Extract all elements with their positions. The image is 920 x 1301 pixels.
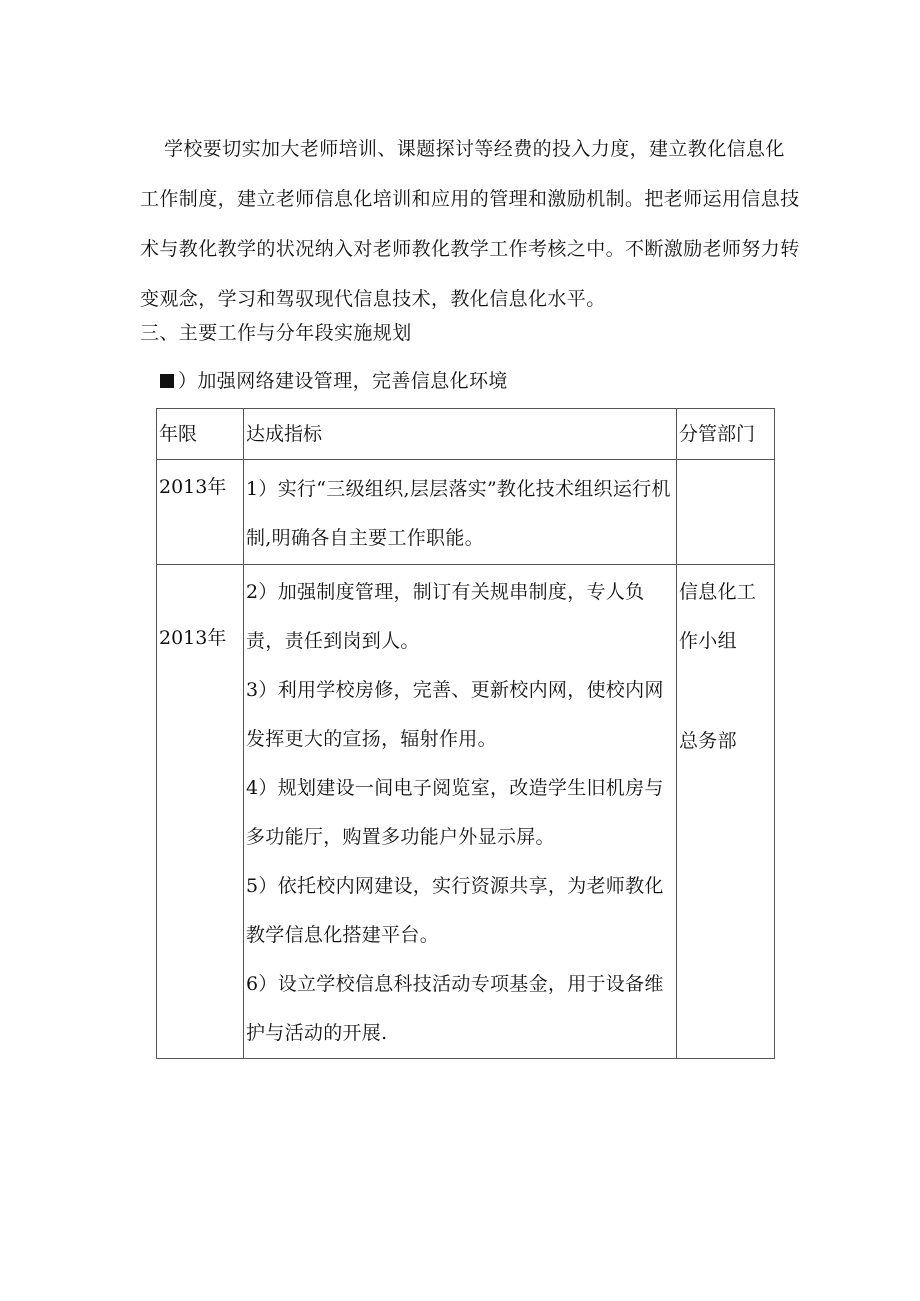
intro-paragraph: 学校要切实加大老师培训、课题探讨等经费的投入力度，建立教化信息化工作制度，建立老师信息化培训和应用的管理和激励机制。把老师运用信息技术与教化教学的状况纳入对老师教化教学工作考核之中。不断激励老师努力转变观念，学习和驾驭现代信息技术，教化信息化水平。 <box>140 138 800 310</box>
row-target-cell <box>244 460 677 565</box>
row-dept-cell <box>677 565 775 1059</box>
target-item-list <box>244 568 676 1058</box>
target-item: 5）依托校内网建设，实行资源共享，为老师教化教学信息化搭建平台。 <box>246 875 664 946</box>
target-item: 3）利用学校房修，完善、更新校内网，使校内网发挥更大的宣扬，辐射作用。 <box>246 679 664 750</box>
row-year-cell <box>157 565 244 1059</box>
target-item: 4）规划建设一间电子阅览室，改造学生旧机房与多功能厅，购置多功能户外显示屏。 <box>246 777 664 848</box>
dept-line: 信息化工 <box>679 581 757 603</box>
target-item: 1）实行“三级组织,层层落实”教化技术组织运行机制,明确各自主要工作职能。 <box>246 478 671 549</box>
sub-heading-text: ）加强网络建设管理，完善信息化环境 <box>178 370 508 392</box>
table-row <box>157 565 775 1059</box>
row-year-cell <box>157 460 244 565</box>
square-bullet-icon <box>160 374 174 388</box>
header-target: 达成指标 <box>244 409 677 460</box>
table-row <box>157 460 775 565</box>
header-year: 年限 <box>157 409 244 460</box>
plan-table <box>156 408 775 1059</box>
row-year: 2013年 <box>159 627 227 649</box>
sub-heading <box>160 366 508 396</box>
dept-line: 作小组 <box>679 630 737 652</box>
row-dept-cell <box>677 460 775 565</box>
target-item: 6）设立学校信息科技活动专项基金，用于设备维护与活动的开展. <box>246 973 664 1044</box>
row-target-cell <box>244 565 677 1059</box>
target-item: 2）加强制度管理，制订有关规串制度，专人负责，责任到岗到人。 <box>246 581 645 652</box>
header-dept: 分管部门 <box>677 409 775 460</box>
dept-spacer <box>677 666 774 717</box>
dept-list <box>677 568 774 766</box>
dept-line: 总务部 <box>679 730 737 752</box>
section-heading: 三、主要工作与分年段实施规划 <box>140 322 412 344</box>
row-year: 2013年 <box>159 476 227 498</box>
table-header-row <box>157 409 775 460</box>
